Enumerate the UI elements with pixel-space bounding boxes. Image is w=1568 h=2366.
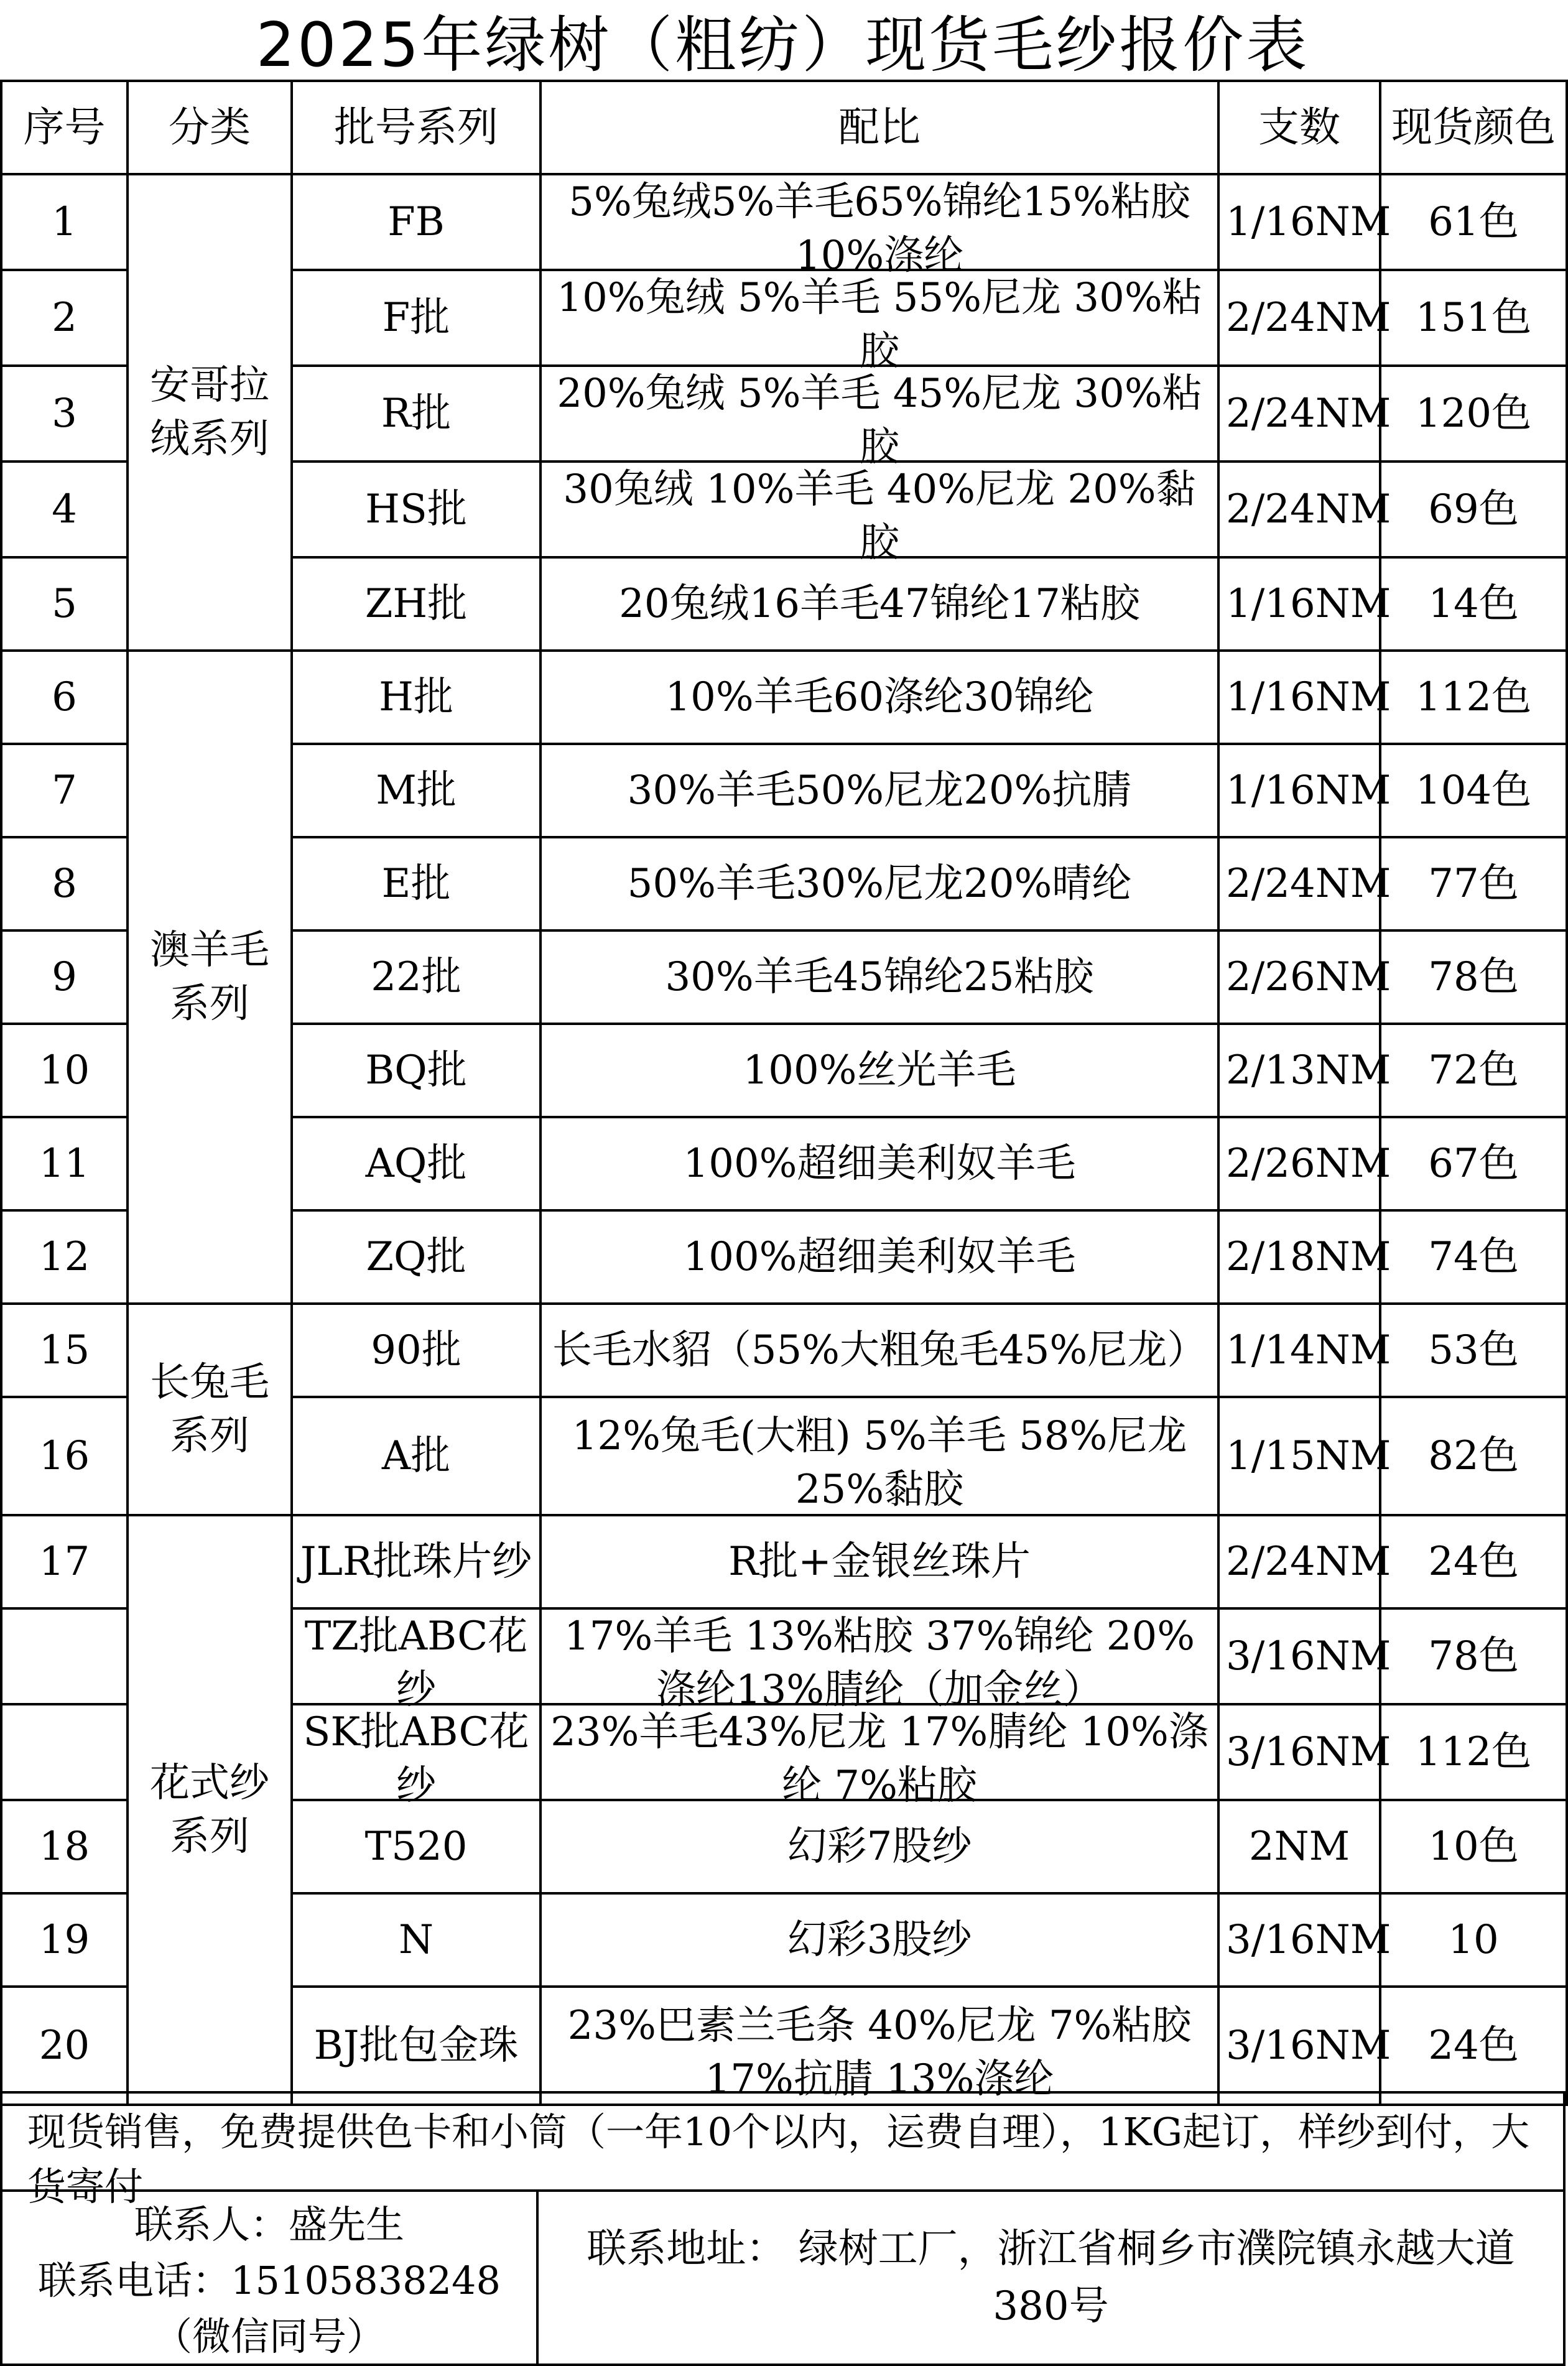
row-number: 1	[1, 174, 128, 270]
ratio-cell: 50%羊毛30%尼龙20%晴纶	[540, 837, 1218, 930]
category-cell: 澳羊毛系列	[128, 651, 292, 1304]
batch-cell: T520	[292, 1800, 540, 1893]
header-batch: 批号系列	[292, 81, 540, 174]
batch-cell: AQ批	[292, 1117, 540, 1210]
colors-cell: 74色	[1380, 1210, 1567, 1304]
count-cell: 2/24NM	[1218, 462, 1380, 557]
row-number	[1, 1608, 128, 1704]
ratio-cell: 幻彩7股纱	[540, 1800, 1218, 1893]
colors-cell: 67色	[1380, 1117, 1567, 1210]
ratio-cell: 20兔绒16羊毛47锦纶17粘胶	[540, 557, 1218, 651]
count-cell: 2/24NM	[1218, 366, 1380, 462]
colors-cell: 10	[1380, 1893, 1567, 1987]
table-row	[1, 651, 1567, 744]
batch-cell: R批	[292, 366, 540, 462]
contact-phone: 联系电话：15105838248	[38, 2258, 501, 2303]
ratio-cell: 100%丝光羊毛	[540, 1024, 1218, 1117]
colors-cell: 82色	[1380, 1397, 1567, 1515]
category-cell: 花式纱系列	[128, 1515, 292, 2105]
batch-cell: TZ批ABC花纱	[292, 1608, 540, 1704]
ratio-cell: 23%羊毛43%尼龙 17%腈纶 10%涤纶 7%粘胶	[540, 1704, 1218, 1800]
row-number: 20	[1, 1987, 128, 2105]
batch-cell: SK批ABC花纱	[292, 1704, 540, 1800]
row-number: 12	[1, 1210, 128, 1304]
header-count: 支数	[1218, 81, 1380, 174]
row-number	[1, 1704, 128, 1800]
colors-cell: 112色	[1380, 651, 1567, 744]
contact-person: 联系人：盛先生	[134, 2202, 404, 2247]
ratio-cell: 100%超细美利奴羊毛	[540, 1117, 1218, 1210]
colors-cell: 120色	[1380, 366, 1567, 462]
batch-cell: N	[292, 1893, 540, 1987]
count-cell: 1/15NM	[1218, 1397, 1380, 1515]
ratio-cell: 10%兔绒 5%羊毛 55%尼龙 30%粘胶	[540, 270, 1218, 366]
row-number: 6	[1, 651, 128, 744]
count-cell: 2/26NM	[1218, 930, 1380, 1024]
colors-cell: 151色	[1380, 270, 1567, 366]
batch-cell: F批	[292, 270, 540, 366]
address-box: 联系地址： 绿树工厂，浙江省桐乡市濮院镇永越大道380号	[536, 2189, 1566, 2366]
colors-cell: 24色	[1380, 1515, 1567, 1608]
count-cell: 3/16NM	[1218, 1608, 1380, 1704]
colors-cell: 14色	[1380, 557, 1567, 651]
row-number: 4	[1, 462, 128, 557]
colors-cell: 69色	[1380, 462, 1567, 557]
table-row	[1, 1515, 1567, 1608]
table-header-row	[1, 81, 1567, 174]
colors-cell: 78色	[1380, 1608, 1567, 1704]
count-cell: 3/16NM	[1218, 1893, 1380, 1987]
ratio-cell: R批+金银丝珠片	[540, 1515, 1218, 1608]
row-number: 2	[1, 270, 128, 366]
batch-cell: E批	[292, 837, 540, 930]
ratio-cell: 30兔绒 10%羊毛 40%尼龙 20%黏胶	[540, 462, 1218, 557]
count-cell: 2/24NM	[1218, 270, 1380, 366]
price-table	[0, 80, 1568, 2106]
row-number: 15	[1, 1304, 128, 1397]
colors-cell: 53色	[1380, 1304, 1567, 1397]
batch-cell: JLR批珠片纱	[292, 1515, 540, 1608]
colors-cell: 61色	[1380, 174, 1567, 270]
row-number: 16	[1, 1397, 128, 1515]
count-cell: 3/16NM	[1218, 1987, 1380, 2105]
row-number: 7	[1, 744, 128, 837]
row-number: 5	[1, 557, 128, 651]
category-cell: 安哥拉绒系列	[128, 174, 292, 651]
ratio-cell: 30%羊毛50%尼龙20%抗腈	[540, 744, 1218, 837]
header-category: 分类	[128, 81, 292, 174]
count-cell: 2/13NM	[1218, 1024, 1380, 1117]
row-number: 17	[1, 1515, 128, 1608]
page-title: 2025年绿树（粗纺）现货毛纱报价表	[256, 9, 1310, 81]
ratio-cell: 5%兔绒5%羊毛65%锦纶15%粘胶10%涤纶	[540, 174, 1218, 270]
row-number: 10	[1, 1024, 128, 1117]
batch-cell: BQ批	[292, 1024, 540, 1117]
contact-wechat: （微信同号）	[153, 2314, 385, 2359]
header-no: 序号	[1, 81, 128, 174]
count-cell: 2/24NM	[1218, 837, 1380, 930]
header-ratio: 配比	[540, 81, 1218, 174]
row-number: 9	[1, 930, 128, 1024]
ratio-cell: 23%巴素兰毛条 40%尼龙 7%粘胶 17%抗腈 13%涤纶	[540, 1987, 1218, 2105]
batch-cell: H批	[292, 651, 540, 744]
batch-cell: ZH批	[292, 557, 540, 651]
colors-cell: 10色	[1380, 1800, 1567, 1893]
colors-cell: 78色	[1380, 930, 1567, 1024]
colors-cell: 77色	[1380, 837, 1567, 930]
row-number: 19	[1, 1893, 128, 1987]
batch-cell: 22批	[292, 930, 540, 1024]
category-cell: 长兔毛系列	[128, 1304, 292, 1515]
batch-cell: ZQ批	[292, 1210, 540, 1304]
count-cell: 1/16NM	[1218, 651, 1380, 744]
footer-note: 现货销售，免费提供色卡和小筒（一年10个以内，运费自理），1KG起订，样纱到付，大货寄付	[0, 2091, 1566, 2192]
table-row	[1, 1304, 1567, 1397]
row-number: 8	[1, 837, 128, 930]
row-number: 11	[1, 1117, 128, 1210]
count-cell: 1/16NM	[1218, 744, 1380, 837]
count-cell: 1/14NM	[1218, 1304, 1380, 1397]
count-cell: 2/24NM	[1218, 1515, 1380, 1608]
row-number: 18	[1, 1800, 128, 1893]
batch-cell: 90批	[292, 1304, 540, 1397]
colors-cell: 24色	[1380, 1987, 1567, 2105]
batch-cell: FB	[292, 174, 540, 270]
ratio-cell: 17%羊毛 13%粘胶 37%锦纶 20%涤纶13%腈纶（加金丝）	[540, 1608, 1218, 1704]
count-cell: 2/26NM	[1218, 1117, 1380, 1210]
contact-box	[0, 2189, 539, 2366]
count-cell: 2/18NM	[1218, 1210, 1380, 1304]
count-cell: 1/16NM	[1218, 557, 1380, 651]
batch-cell: BJ批包金珠	[292, 1987, 540, 2105]
row-number: 3	[1, 366, 128, 462]
ratio-cell: 30%羊毛45锦纶25粘胶	[540, 930, 1218, 1024]
batch-cell: A批	[292, 1397, 540, 1515]
count-cell: 2NM	[1218, 1800, 1380, 1893]
table-row	[1, 174, 1567, 270]
batch-cell: HS批	[292, 462, 540, 557]
ratio-cell: 20%兔绒 5%羊毛 45%尼龙 30%粘胶	[540, 366, 1218, 462]
ratio-cell: 幻彩3股纱	[540, 1893, 1218, 1987]
ratio-cell: 12%兔毛(大粗) 5%羊毛 58%尼龙 25%黏胶	[540, 1397, 1218, 1515]
count-cell: 3/16NM	[1218, 1704, 1380, 1800]
colors-cell: 112色	[1380, 1704, 1567, 1800]
ratio-cell: 100%超细美利奴羊毛	[540, 1210, 1218, 1304]
batch-cell: M批	[292, 744, 540, 837]
ratio-cell: 长毛水貂（55%大粗兔毛45%尼龙）	[540, 1304, 1218, 1397]
header-colors: 现货颜色	[1380, 81, 1567, 174]
colors-cell: 72色	[1380, 1024, 1567, 1117]
ratio-cell: 10%羊毛60涤纶30锦纶	[540, 651, 1218, 744]
colors-cell: 104色	[1380, 744, 1567, 837]
count-cell: 1/16NM	[1218, 174, 1380, 270]
